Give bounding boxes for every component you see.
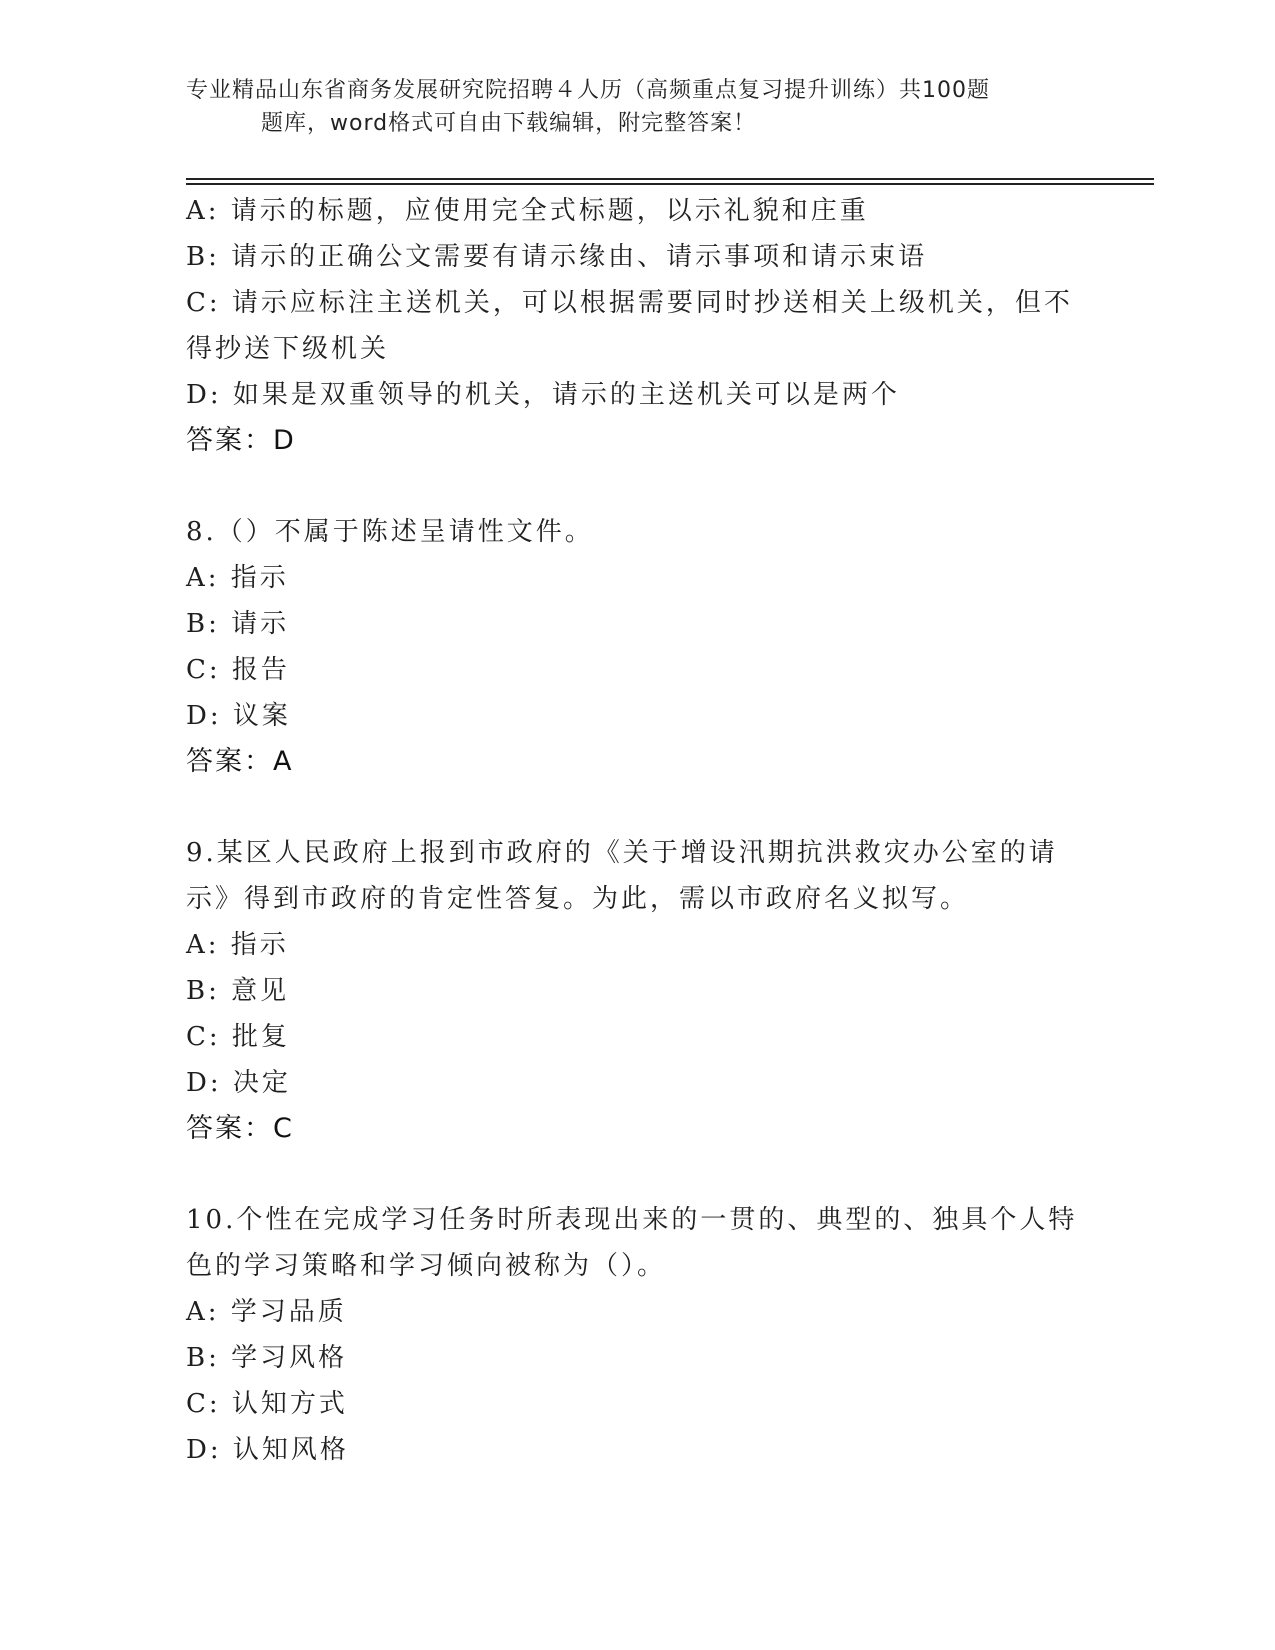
header-line-2: 题库，word格式可自由下载编辑，附完整答案！ xyxy=(261,111,757,136)
header-line-1: 专业精品山东省商务发展研究院招聘４人历（高频重点复习提升训练）共100题 xyxy=(186,78,990,103)
header-divider-bottom xyxy=(186,183,1154,185)
q7-answer: 答案：D xyxy=(186,425,296,456)
q7-option-c-line-1: C: 请示应标注主送机关，可以根据需要同时抄送相关上级机关，但不 xyxy=(186,288,1073,318)
document-body xyxy=(186,188,1086,1473)
q7-option-c-line-2: 得抄送下级机关 xyxy=(186,334,390,364)
q8-option-b: B: 请示 xyxy=(186,609,290,639)
question-10-block xyxy=(186,1197,1086,1473)
q9-option-d: D: 决定 xyxy=(186,1068,291,1098)
q8-option-c: C: 报告 xyxy=(186,655,290,685)
q7-option-b: B: 请示的正确公文需要有请示缘由、请示事项和请示束语 xyxy=(186,242,928,272)
q7-option-a: A: 请示的标题，应使用完全式标题，以示礼貌和庄重 xyxy=(186,196,869,226)
q9-stem-line-2: 示》得到市政府的肯定性答复。为此，需以市政府名义拟写。 xyxy=(186,884,970,914)
header-divider-top xyxy=(186,178,1154,180)
q9-stem-line-1: 9.某区人民政府上报到市政府的《关于增设汛期抗洪救灾办公室的请 xyxy=(186,838,1058,868)
q10-stem-line-1: 10.个性在完成学习任务时所表现出来的一贯的、典型的、独具个人特 xyxy=(186,1205,1078,1235)
question-7-block xyxy=(186,188,1086,464)
q9-option-b: B: 意见 xyxy=(186,976,290,1006)
question-8-block xyxy=(186,509,1086,785)
q7-option-d: D: 如果是双重领导的机关，请示的主送机关可以是两个 xyxy=(186,380,900,410)
spacer xyxy=(186,464,1086,509)
q8-stem: 8.（）不属于陈述呈请性文件。 xyxy=(186,517,594,547)
q10-option-b: B: 学习风格 xyxy=(186,1343,348,1373)
q10-stem-line-2: 色的学习策略和学习倾向被称为（）。 xyxy=(186,1251,667,1281)
q9-option-a: A: 指示 xyxy=(186,930,289,960)
q10-option-d: D: 认知风格 xyxy=(186,1435,349,1465)
q10-option-a: A: 学习品质 xyxy=(186,1297,347,1327)
spacer xyxy=(186,785,1086,830)
q9-option-c: C: 批复 xyxy=(186,1022,290,1052)
q10-option-c: C: 认知方式 xyxy=(186,1389,348,1419)
q8-option-a: A: 指示 xyxy=(186,563,289,593)
q8-option-d: D: 议案 xyxy=(186,701,291,731)
q8-answer: 答案：A xyxy=(186,746,294,777)
q9-answer: 答案：C xyxy=(186,1113,294,1144)
question-9-block xyxy=(186,830,1086,1152)
spacer xyxy=(186,1152,1086,1197)
document-header xyxy=(186,74,1086,140)
